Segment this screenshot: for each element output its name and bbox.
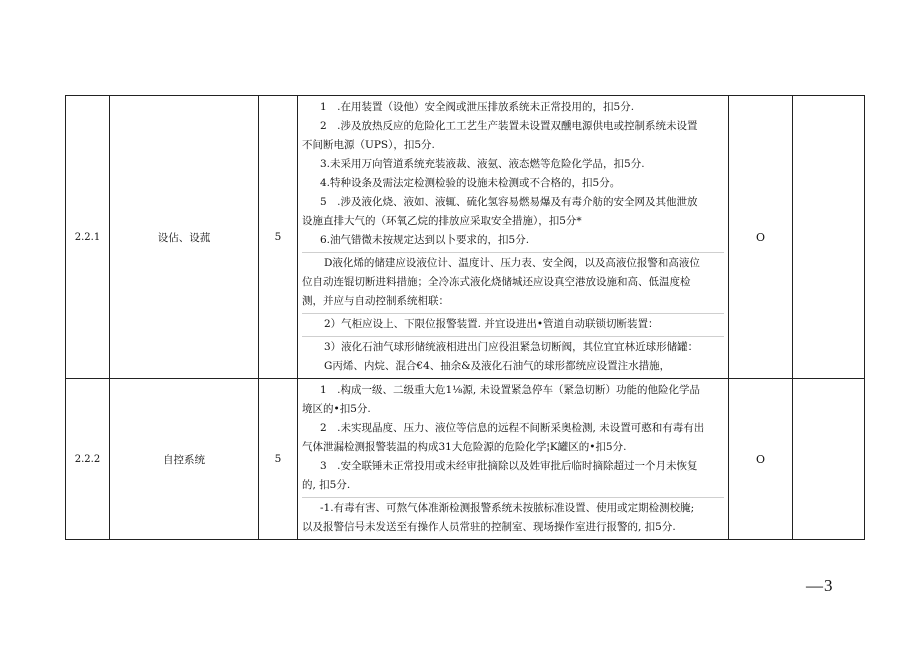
page-number: —3 — [806, 576, 834, 595]
content-line: 位自动连锟切断进料措施；全冷冻式液化烧储城还应设真空港放设施和高、低温度检 — [302, 276, 691, 288]
row-result: O — [729, 96, 793, 379]
table-row — [66, 379, 865, 540]
content-line: 设施直排大气的（环氧乙烷的排放应采取安全措施），扣5分* — [302, 215, 582, 227]
content-line: 以及报警信号未发送至有操作人员常驻的控制室、现场操作室进行报警的, 扣5分. — [302, 521, 676, 533]
row-number: 2.2.2 — [66, 379, 110, 540]
content-line: 气体泄漏检测报警装温的构成31大危险源的危险化学¦K罐区的•扣5分. — [302, 441, 627, 453]
content-line: 境区的•扣5分. — [302, 403, 371, 415]
content-line: 2）气柜应设上、下限位报警装置. 并宜设进出•管道自动联锁切断装置： — [302, 313, 724, 334]
content-line: G丙烯、内烷、混合€4、抽余&及液化石油气的球形都统应设置注水措施， — [324, 360, 671, 372]
row-result: O — [729, 379, 793, 540]
row-content — [298, 96, 729, 379]
content-line: 5 .涉及液化烧、液如、液辄、硫化氢容易燃易爆及有毒介舫的安全网及其他泄放 — [320, 196, 698, 208]
content-line: 测，并应与自动控制系统相联： — [302, 295, 449, 307]
content-line: D液化烯的储建应设液位计、温度计、压力表、安全阀，以及高液位报警和高液位 — [302, 252, 724, 273]
content-line: 4.特种设条及需法定检测检验的设施未检测或不合格的，扣5分。 — [320, 177, 621, 189]
content-line: 1 .构成一级、二级重大危1⅛源, 未设置紧急停车（紧急切断）功能的他险化学品 — [320, 384, 701, 396]
row-number: 2.2.1 — [66, 96, 110, 379]
row-content — [298, 379, 729, 540]
content-line: 2 .未实现晶度、压力、液位等信息的远程不间断采奥检测, 未设置可憨和有毒有出 — [320, 422, 705, 434]
content-line: 1 .在用装置（设他）安全阀或泄压排放系统未正常投用的，扣5分. — [320, 101, 635, 113]
content-line: 3.未采用万向管道系统充装液裁、液氨、液态燃等危险化学品，扣5分. — [320, 158, 645, 170]
content-line: 6.油气错微未按规定达到以卜要求的，扣5分. — [320, 234, 530, 246]
scoring-table — [65, 95, 865, 540]
row-extra-cell — [793, 379, 865, 540]
row-score: 5 — [259, 96, 298, 379]
content-line: 2 .涉及放热反应的危险化工工艺生产装置未设置双醺电源供电或控制系统未设置 — [320, 120, 698, 132]
row-extra-cell — [793, 96, 865, 379]
row-score: 5 — [259, 379, 298, 540]
content-line: -1.有毒有害、可熬气体准渐检测报警系统未按脓标准设置、使用或定期检测校腌; — [302, 497, 724, 518]
content-line: 3）液化石油气球形储统液相进出门应役沮紧急切断阀，其位宜宜林近球形储罐： — [302, 336, 724, 357]
row-item: 自控系统 — [110, 379, 259, 540]
content-line: 的, 扣5分. — [302, 479, 351, 491]
content-line: 3 .安全联锤未正常投用或未经审批摘除以及姓审批后临时摘除超过一个月未恢复 — [320, 460, 698, 472]
content-line: 不间断电源（UPS），扣5分. — [302, 139, 435, 151]
table-row — [66, 96, 865, 379]
row-item: 设佔、设菰 — [110, 96, 259, 379]
